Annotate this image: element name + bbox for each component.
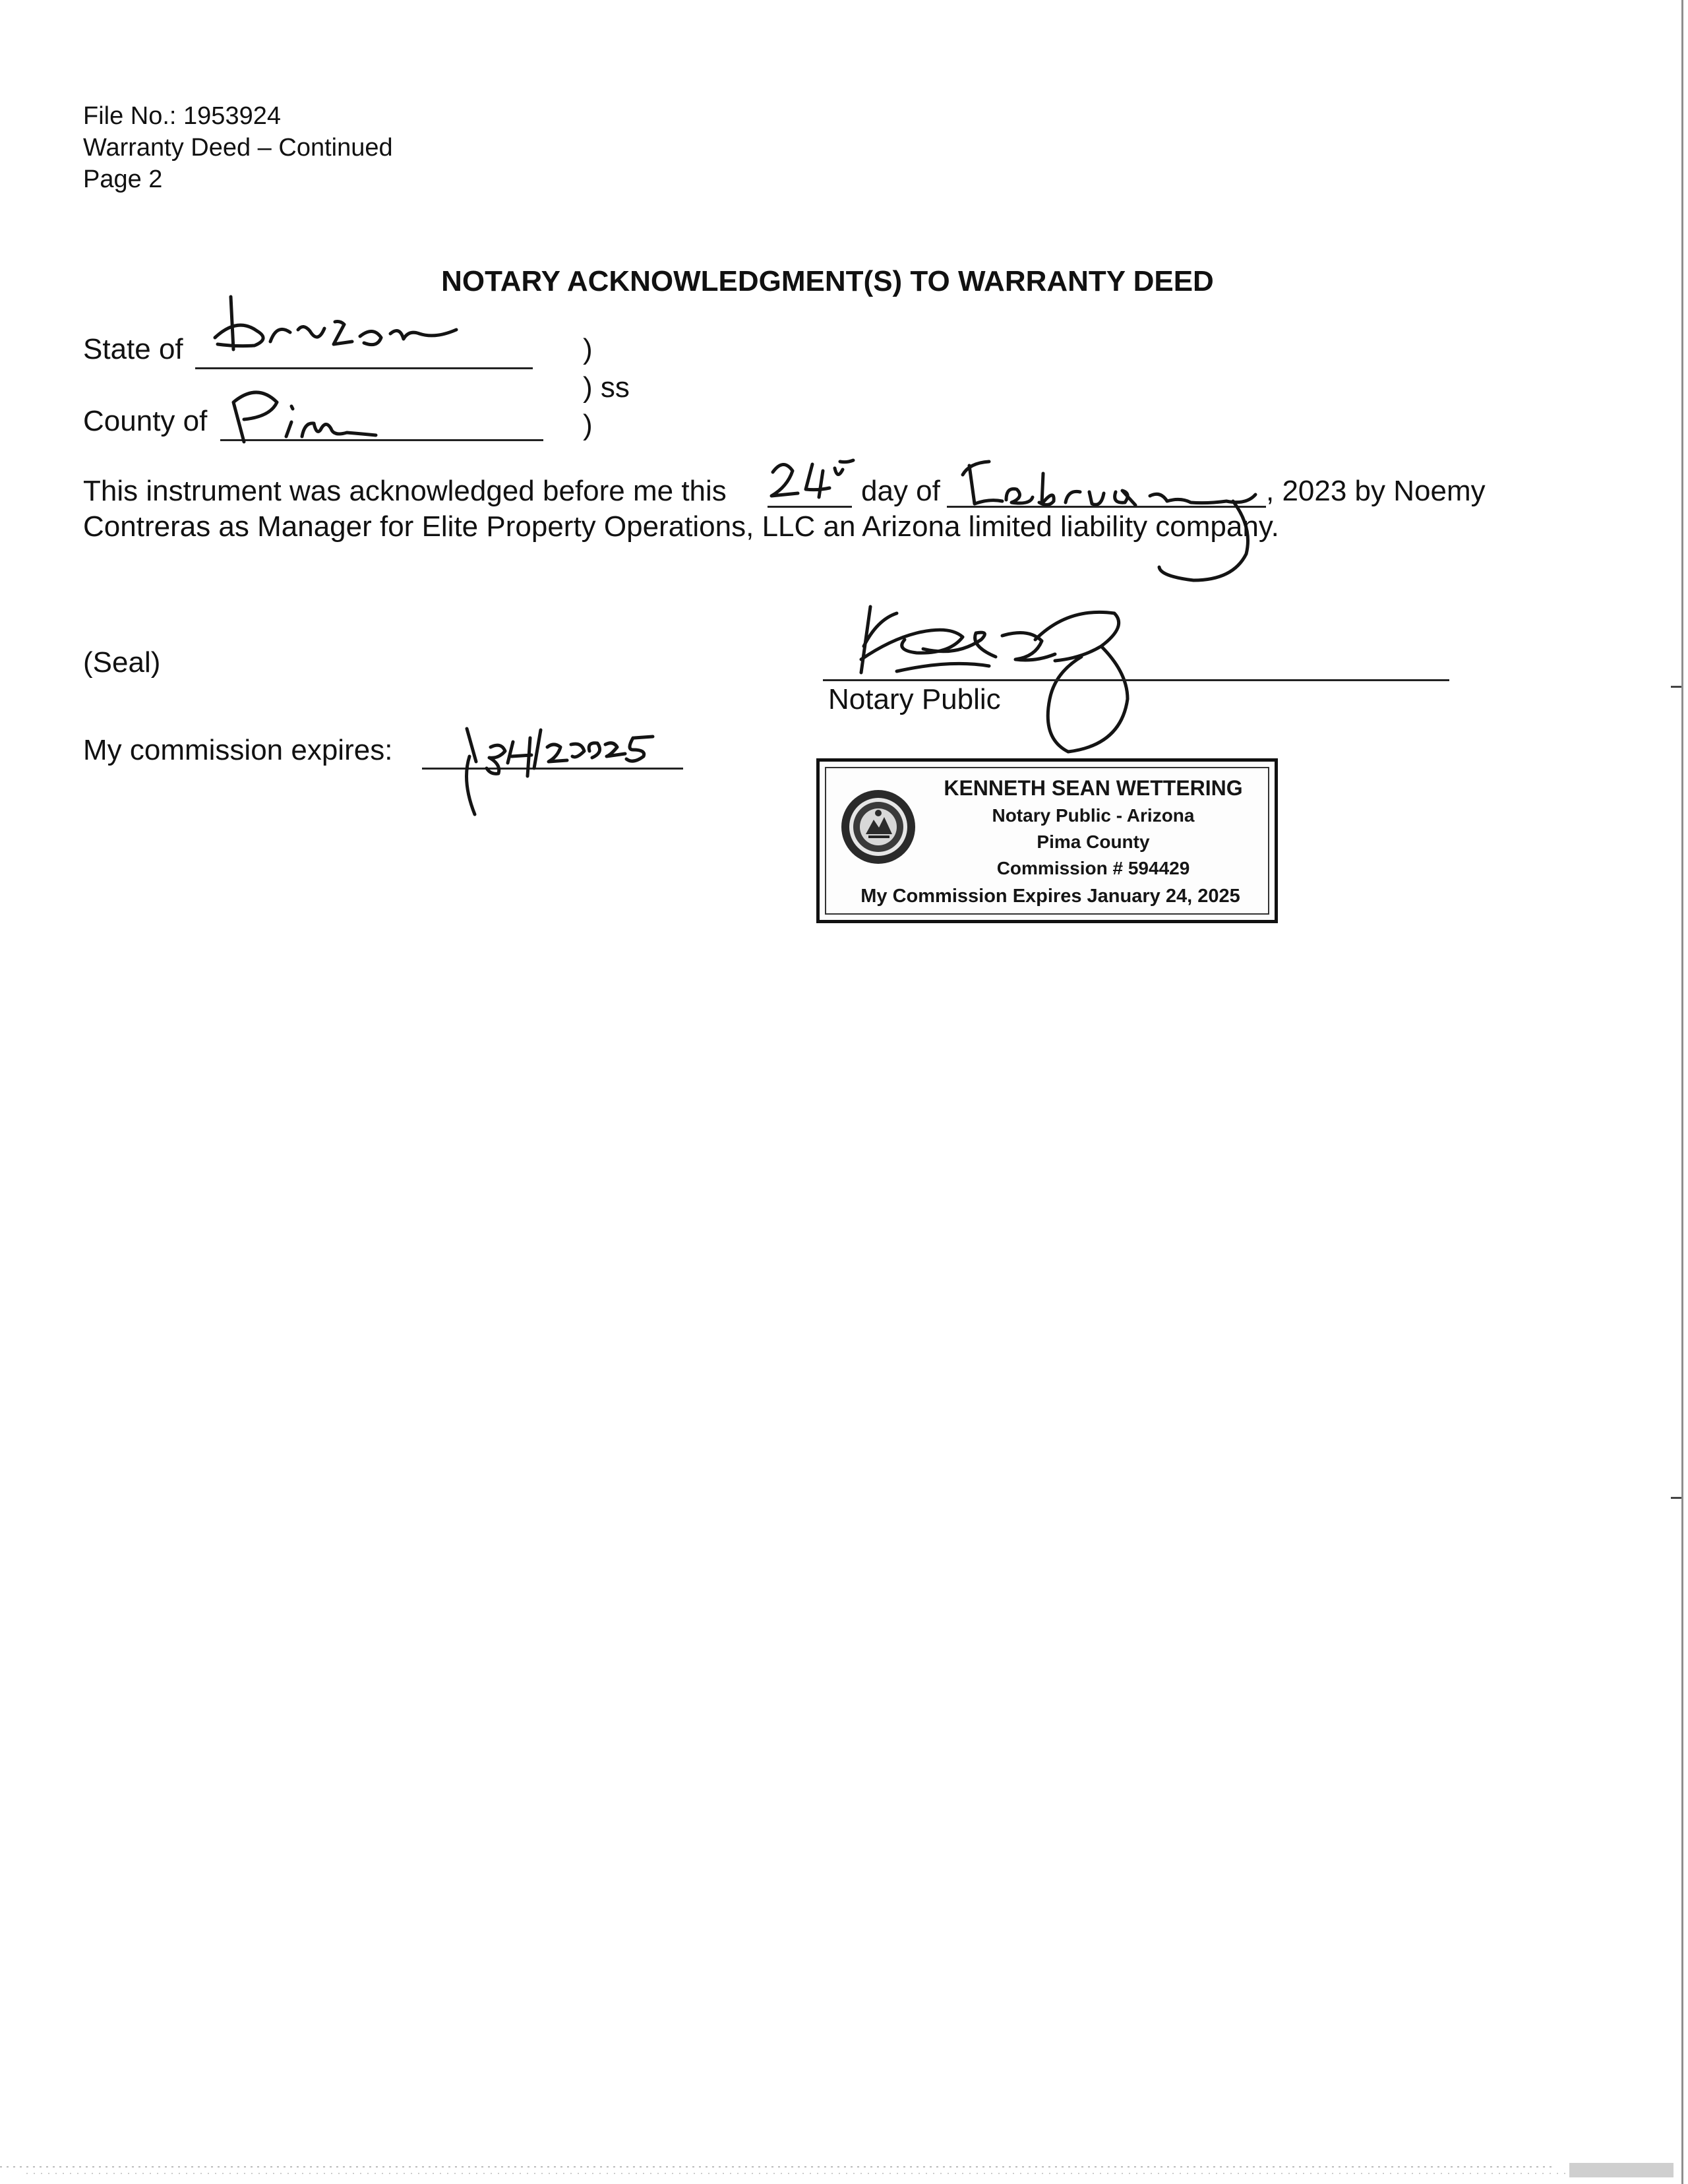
state-label: State of <box>83 333 183 365</box>
paren-top: ) <box>583 333 593 365</box>
handwritten-day <box>765 455 864 514</box>
acknowledgment-year-by: , 2023 by Noemy <box>1266 475 1486 507</box>
stamp-county: Pima County <box>1037 832 1150 852</box>
stamp-notary-name: KENNETH SEAN WETTERING <box>944 776 1243 800</box>
page-number: Page 2 <box>83 166 163 193</box>
document-title: NOTARY ACKNOWLEDGMENT(S) TO WARRANTY DEED <box>441 265 1214 297</box>
file-number: File No.: 1953924 <box>83 102 281 130</box>
notary-signature-line <box>823 679 1449 681</box>
handwritten-state <box>211 290 475 369</box>
handwritten-county <box>218 376 389 448</box>
scan-edge-tick <box>1671 1497 1681 1499</box>
acknowledgment-line1-start: This instrument was acknowledged before me this <box>83 475 727 507</box>
seal-label: (Seal) <box>83 646 161 679</box>
paren-bottom: ) <box>583 409 593 441</box>
scan-edge-line <box>1681 0 1683 2184</box>
handwritten-expiration-date <box>435 715 699 821</box>
commission-expires-label: My commission expires: <box>83 734 393 766</box>
state-seal-icon <box>839 788 917 866</box>
stamp-commission-number: Commission # 594429 <box>996 858 1190 878</box>
notary-stamp <box>816 758 1278 923</box>
county-label: County of <box>83 405 208 437</box>
acknowledgment-line2: Contreras as Manager for Elite Property Operations, LLC an Arizona limited liability company. <box>83 510 1279 543</box>
stamp-notary-title: Notary Public - Arizona <box>992 805 1195 826</box>
ss-mark: ) ss <box>583 371 630 404</box>
scan-edge-tick <box>1671 686 1681 688</box>
scan-noise-strip <box>0 2158 1688 2184</box>
acknowledgment-day-of: day of <box>861 475 940 507</box>
notary-public-label: Notary Public <box>828 683 1001 715</box>
document-continued-line: Warranty Deed – Continued <box>83 134 393 162</box>
stamp-expiration: My Commission Expires January 24, 2025 <box>860 886 1240 907</box>
